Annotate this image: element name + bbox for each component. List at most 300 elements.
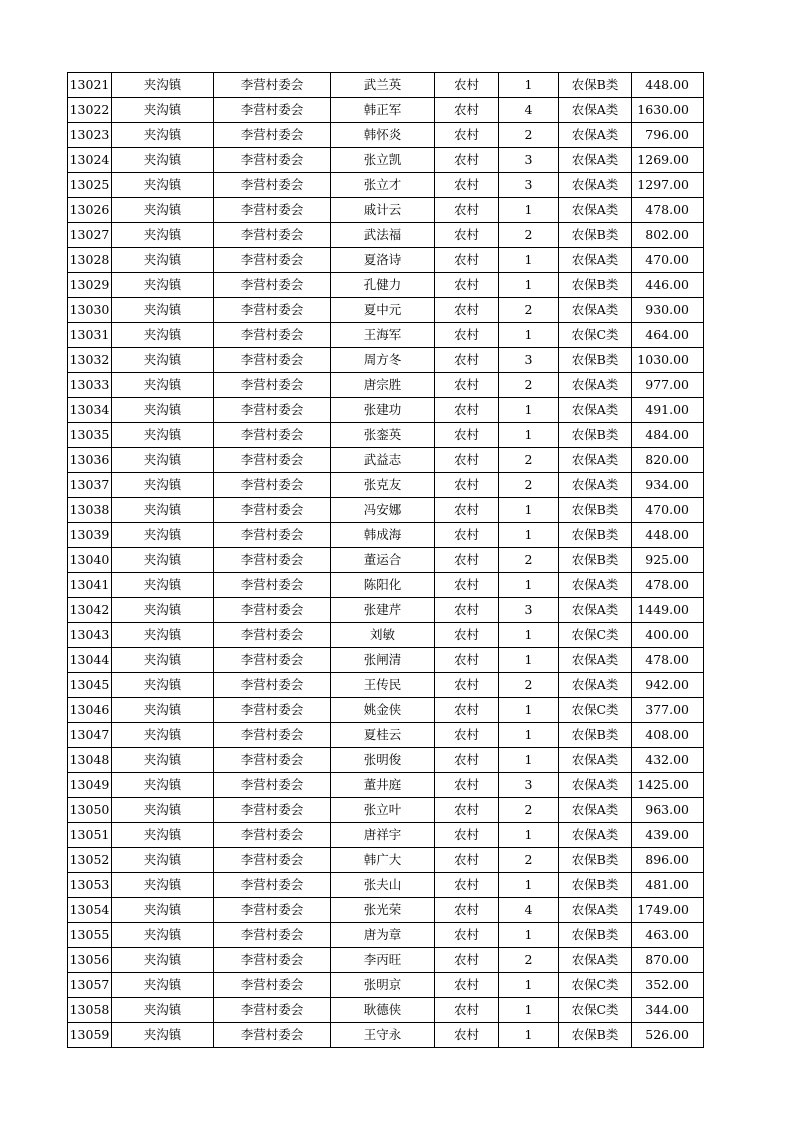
family-size-cell: 1 (499, 423, 559, 448)
family-size-cell: 1 (499, 73, 559, 98)
record-id-cell: 13044 (68, 648, 112, 673)
family-size-cell: 1 (499, 573, 559, 598)
family-size-cell: 2 (499, 798, 559, 823)
insurance-class-cell: 农保A类 (559, 123, 632, 148)
insurance-class-cell: 农保C类 (559, 623, 632, 648)
person-name-cell: 唐祥宇 (331, 823, 435, 848)
amount-cell: 470.00 (632, 248, 704, 273)
record-id-cell: 13049 (68, 773, 112, 798)
town-cell: 夹沟镇 (112, 873, 214, 898)
table-row (68, 373, 704, 398)
family-size-cell: 1 (499, 323, 559, 348)
record-id-cell: 13022 (68, 98, 112, 123)
household-type-cell: 农村 (435, 723, 499, 748)
amount-cell: 464.00 (632, 323, 704, 348)
town-cell: 夹沟镇 (112, 498, 214, 523)
town-cell: 夹沟镇 (112, 373, 214, 398)
village-committee-cell: 李营村委会 (214, 598, 331, 623)
family-size-cell: 4 (499, 898, 559, 923)
insurance-class-cell: 农保C类 (559, 323, 632, 348)
amount-cell: 1630.00 (632, 98, 704, 123)
person-name-cell: 董井庭 (331, 773, 435, 798)
household-type-cell: 农村 (435, 373, 499, 398)
household-type-cell: 农村 (435, 623, 499, 648)
household-type-cell: 农村 (435, 473, 499, 498)
person-name-cell: 王海军 (331, 323, 435, 348)
person-name-cell: 耿德侠 (331, 998, 435, 1023)
person-name-cell: 武益志 (331, 448, 435, 473)
person-name-cell: 姚金侠 (331, 698, 435, 723)
table-row (68, 98, 704, 123)
town-cell: 夹沟镇 (112, 623, 214, 648)
village-committee-cell: 李营村委会 (214, 923, 331, 948)
village-committee-cell: 李营村委会 (214, 173, 331, 198)
table-row (68, 548, 704, 573)
record-id-cell: 13037 (68, 473, 112, 498)
table-row (68, 123, 704, 148)
household-type-cell: 农村 (435, 873, 499, 898)
record-id-cell: 13028 (68, 248, 112, 273)
family-size-cell: 3 (499, 773, 559, 798)
person-name-cell: 夏桂云 (331, 723, 435, 748)
amount-cell: 408.00 (632, 723, 704, 748)
insurance-class-cell: 农保A类 (559, 398, 632, 423)
table-row (68, 423, 704, 448)
family-size-cell: 2 (499, 948, 559, 973)
amount-cell: 942.00 (632, 673, 704, 698)
village-committee-cell: 李营村委会 (214, 73, 331, 98)
household-type-cell: 农村 (435, 398, 499, 423)
table-row (68, 623, 704, 648)
village-committee-cell: 李营村委会 (214, 298, 331, 323)
town-cell: 夹沟镇 (112, 1023, 214, 1048)
insurance-class-cell: 农保A类 (559, 373, 632, 398)
record-id-cell: 13048 (68, 748, 112, 773)
amount-cell: 478.00 (632, 648, 704, 673)
household-type-cell: 农村 (435, 448, 499, 473)
record-id-cell: 13045 (68, 673, 112, 698)
person-name-cell: 张銮英 (331, 423, 435, 448)
insurance-class-cell: 农保B类 (559, 848, 632, 873)
town-cell: 夹沟镇 (112, 148, 214, 173)
table-row (68, 273, 704, 298)
amount-cell: 432.00 (632, 748, 704, 773)
table-row (68, 198, 704, 223)
household-type-cell: 农村 (435, 98, 499, 123)
town-cell: 夹沟镇 (112, 748, 214, 773)
family-size-cell: 1 (499, 973, 559, 998)
village-committee-cell: 李营村委会 (214, 623, 331, 648)
insurance-class-cell: 农保A类 (559, 823, 632, 848)
person-name-cell: 刘敏 (331, 623, 435, 648)
record-id-cell: 13038 (68, 498, 112, 523)
amount-cell: 377.00 (632, 698, 704, 723)
village-committee-cell: 李营村委会 (214, 473, 331, 498)
household-type-cell: 农村 (435, 973, 499, 998)
town-cell: 夹沟镇 (112, 598, 214, 623)
village-committee-cell: 李营村委会 (214, 198, 331, 223)
person-name-cell: 王传民 (331, 673, 435, 698)
household-type-cell: 农村 (435, 898, 499, 923)
insurance-class-cell: 农保B类 (559, 523, 632, 548)
insurance-class-cell: 农保B类 (559, 723, 632, 748)
town-cell: 夹沟镇 (112, 273, 214, 298)
record-id-cell: 13053 (68, 873, 112, 898)
records-table-body (68, 73, 704, 1048)
family-size-cell: 1 (499, 823, 559, 848)
family-size-cell: 1 (499, 248, 559, 273)
village-committee-cell: 李营村委会 (214, 898, 331, 923)
amount-cell: 448.00 (632, 73, 704, 98)
table-row (68, 1023, 704, 1048)
table-row (68, 573, 704, 598)
record-id-cell: 13041 (68, 573, 112, 598)
family-size-cell: 1 (499, 998, 559, 1023)
household-type-cell: 农村 (435, 823, 499, 848)
household-type-cell: 农村 (435, 273, 499, 298)
person-name-cell: 李丙旺 (331, 948, 435, 973)
record-id-cell: 13026 (68, 198, 112, 223)
record-id-cell: 13042 (68, 598, 112, 623)
person-name-cell: 冯安娜 (331, 498, 435, 523)
amount-cell: 1425.00 (632, 773, 704, 798)
household-type-cell: 农村 (435, 498, 499, 523)
family-size-cell: 2 (499, 473, 559, 498)
insurance-class-cell: 农保B类 (559, 498, 632, 523)
town-cell: 夹沟镇 (112, 948, 214, 973)
village-committee-cell: 李营村委会 (214, 323, 331, 348)
household-type-cell: 农村 (435, 248, 499, 273)
village-committee-cell: 李营村委会 (214, 148, 331, 173)
person-name-cell: 韩正军 (331, 98, 435, 123)
town-cell: 夹沟镇 (112, 423, 214, 448)
family-size-cell: 2 (499, 448, 559, 473)
insurance-class-cell: 农保B类 (559, 548, 632, 573)
amount-cell: 400.00 (632, 623, 704, 648)
village-committee-cell: 李营村委会 (214, 523, 331, 548)
village-committee-cell: 李营村委会 (214, 973, 331, 998)
record-id-cell: 13040 (68, 548, 112, 573)
record-id-cell: 13025 (68, 173, 112, 198)
insurance-class-cell: 农保B类 (559, 348, 632, 373)
household-type-cell: 农村 (435, 598, 499, 623)
insurance-class-cell: 农保A类 (559, 648, 632, 673)
person-name-cell: 武兰英 (331, 73, 435, 98)
town-cell: 夹沟镇 (112, 773, 214, 798)
village-committee-cell: 李营村委会 (214, 248, 331, 273)
amount-cell: 934.00 (632, 473, 704, 498)
record-id-cell: 13034 (68, 398, 112, 423)
table-row (68, 348, 704, 373)
person-name-cell: 张光荣 (331, 898, 435, 923)
record-id-cell: 13059 (68, 1023, 112, 1048)
person-name-cell: 韩成海 (331, 523, 435, 548)
amount-cell: 470.00 (632, 498, 704, 523)
household-type-cell: 农村 (435, 698, 499, 723)
table-row (68, 973, 704, 998)
household-type-cell: 农村 (435, 798, 499, 823)
household-type-cell: 农村 (435, 523, 499, 548)
amount-cell: 481.00 (632, 873, 704, 898)
table-row (68, 598, 704, 623)
village-committee-cell: 李营村委会 (214, 98, 331, 123)
amount-cell: 478.00 (632, 198, 704, 223)
family-size-cell: 4 (499, 98, 559, 123)
insurance-class-cell: 农保A类 (559, 748, 632, 773)
table-row (68, 473, 704, 498)
person-name-cell: 张立才 (331, 173, 435, 198)
town-cell: 夹沟镇 (112, 348, 214, 373)
town-cell: 夹沟镇 (112, 323, 214, 348)
town-cell: 夹沟镇 (112, 73, 214, 98)
amount-cell: 448.00 (632, 523, 704, 548)
table-row (68, 673, 704, 698)
town-cell: 夹沟镇 (112, 998, 214, 1023)
town-cell: 夹沟镇 (112, 898, 214, 923)
person-name-cell: 夏洛诗 (331, 248, 435, 273)
town-cell: 夹沟镇 (112, 848, 214, 873)
person-name-cell: 张建功 (331, 398, 435, 423)
table-row (68, 823, 704, 848)
amount-cell: 1749.00 (632, 898, 704, 923)
record-id-cell: 13047 (68, 723, 112, 748)
town-cell: 夹沟镇 (112, 573, 214, 598)
record-id-cell: 13051 (68, 823, 112, 848)
household-type-cell: 农村 (435, 848, 499, 873)
village-committee-cell: 李营村委会 (214, 723, 331, 748)
household-type-cell: 农村 (435, 773, 499, 798)
record-id-cell: 13033 (68, 373, 112, 398)
household-type-cell: 农村 (435, 123, 499, 148)
person-name-cell: 唐为章 (331, 923, 435, 948)
person-name-cell: 张闸清 (331, 648, 435, 673)
village-committee-cell: 李营村委会 (214, 423, 331, 448)
insurance-class-cell: 农保B类 (559, 223, 632, 248)
person-name-cell: 张明京 (331, 973, 435, 998)
family-size-cell: 3 (499, 148, 559, 173)
household-type-cell: 农村 (435, 748, 499, 773)
amount-cell: 526.00 (632, 1023, 704, 1048)
town-cell: 夹沟镇 (112, 123, 214, 148)
insurance-class-cell: 农保A类 (559, 798, 632, 823)
table-row (68, 898, 704, 923)
amount-cell: 1269.00 (632, 148, 704, 173)
insurance-class-cell: 农保A类 (559, 673, 632, 698)
record-id-cell: 13043 (68, 623, 112, 648)
record-id-cell: 13021 (68, 73, 112, 98)
person-name-cell: 张立凯 (331, 148, 435, 173)
amount-cell: 1449.00 (632, 598, 704, 623)
table-row (68, 248, 704, 273)
village-committee-cell: 李营村委会 (214, 998, 331, 1023)
insurance-class-cell: 农保A类 (559, 298, 632, 323)
village-committee-cell: 李营村委会 (214, 373, 331, 398)
town-cell: 夹沟镇 (112, 973, 214, 998)
table-row (68, 748, 704, 773)
insurance-class-cell: 农保B类 (559, 923, 632, 948)
insurance-class-cell: 农保B类 (559, 273, 632, 298)
records-table (67, 72, 704, 1048)
family-size-cell: 3 (499, 173, 559, 198)
amount-cell: 930.00 (632, 298, 704, 323)
insurance-class-cell: 农保A类 (559, 448, 632, 473)
village-committee-cell: 李营村委会 (214, 948, 331, 973)
village-committee-cell: 李营村委会 (214, 448, 331, 473)
household-type-cell: 农村 (435, 423, 499, 448)
person-name-cell: 张夫山 (331, 873, 435, 898)
record-id-cell: 13035 (68, 423, 112, 448)
amount-cell: 478.00 (632, 573, 704, 598)
household-type-cell: 农村 (435, 198, 499, 223)
village-committee-cell: 李营村委会 (214, 1023, 331, 1048)
record-id-cell: 13039 (68, 523, 112, 548)
town-cell: 夹沟镇 (112, 173, 214, 198)
family-size-cell: 1 (499, 623, 559, 648)
record-id-cell: 13027 (68, 223, 112, 248)
record-id-cell: 13057 (68, 973, 112, 998)
village-committee-cell: 李营村委会 (214, 848, 331, 873)
family-size-cell: 2 (499, 548, 559, 573)
household-type-cell: 农村 (435, 323, 499, 348)
village-committee-cell: 李营村委会 (214, 548, 331, 573)
family-size-cell: 2 (499, 848, 559, 873)
table-row (68, 448, 704, 473)
amount-cell: 484.00 (632, 423, 704, 448)
town-cell: 夹沟镇 (112, 198, 214, 223)
amount-cell: 344.00 (632, 998, 704, 1023)
amount-cell: 963.00 (632, 798, 704, 823)
village-committee-cell: 李营村委会 (214, 698, 331, 723)
family-size-cell: 1 (499, 923, 559, 948)
record-id-cell: 13030 (68, 298, 112, 323)
record-id-cell: 13023 (68, 123, 112, 148)
family-size-cell: 1 (499, 398, 559, 423)
record-id-cell: 13029 (68, 273, 112, 298)
household-type-cell: 农村 (435, 948, 499, 973)
table-row (68, 848, 704, 873)
family-size-cell: 2 (499, 123, 559, 148)
record-id-cell: 13055 (68, 923, 112, 948)
insurance-class-cell: 农保A类 (559, 898, 632, 923)
family-size-cell: 2 (499, 223, 559, 248)
table-row (68, 73, 704, 98)
amount-cell: 1030.00 (632, 348, 704, 373)
village-committee-cell: 李营村委会 (214, 823, 331, 848)
insurance-class-cell: 农保B类 (559, 73, 632, 98)
family-size-cell: 2 (499, 298, 559, 323)
household-type-cell: 农村 (435, 673, 499, 698)
family-size-cell: 1 (499, 648, 559, 673)
village-committee-cell: 李营村委会 (214, 273, 331, 298)
household-type-cell: 农村 (435, 548, 499, 573)
amount-cell: 870.00 (632, 948, 704, 973)
amount-cell: 977.00 (632, 373, 704, 398)
insurance-class-cell: 农保A类 (559, 148, 632, 173)
person-name-cell: 周方冬 (331, 348, 435, 373)
amount-cell: 896.00 (632, 848, 704, 873)
town-cell: 夹沟镇 (112, 98, 214, 123)
person-name-cell: 韩广大 (331, 848, 435, 873)
town-cell: 夹沟镇 (112, 798, 214, 823)
insurance-class-cell: 农保C类 (559, 973, 632, 998)
household-type-cell: 农村 (435, 173, 499, 198)
person-name-cell: 韩怀炎 (331, 123, 435, 148)
town-cell: 夹沟镇 (112, 923, 214, 948)
table-row (68, 798, 704, 823)
insurance-class-cell: 农保A类 (559, 598, 632, 623)
insurance-class-cell: 农保A类 (559, 473, 632, 498)
record-id-cell: 13031 (68, 323, 112, 348)
family-size-cell: 1 (499, 1023, 559, 1048)
insurance-class-cell: 农保B类 (559, 1023, 632, 1048)
insurance-class-cell: 农保A类 (559, 948, 632, 973)
amount-cell: 802.00 (632, 223, 704, 248)
household-type-cell: 农村 (435, 1023, 499, 1048)
amount-cell: 1297.00 (632, 173, 704, 198)
table-row (68, 298, 704, 323)
town-cell: 夹沟镇 (112, 248, 214, 273)
family-size-cell: 2 (499, 673, 559, 698)
town-cell: 夹沟镇 (112, 823, 214, 848)
person-name-cell: 张明俊 (331, 748, 435, 773)
village-committee-cell: 李营村委会 (214, 873, 331, 898)
village-committee-cell: 李营村委会 (214, 573, 331, 598)
village-committee-cell: 李营村委会 (214, 498, 331, 523)
person-name-cell: 唐宗胜 (331, 373, 435, 398)
record-id-cell: 13054 (68, 898, 112, 923)
person-name-cell: 夏中元 (331, 298, 435, 323)
table-row (68, 148, 704, 173)
person-name-cell: 张建芹 (331, 598, 435, 623)
person-name-cell: 张立叶 (331, 798, 435, 823)
family-size-cell: 1 (499, 498, 559, 523)
table-row (68, 773, 704, 798)
town-cell: 夹沟镇 (112, 673, 214, 698)
household-type-cell: 农村 (435, 348, 499, 373)
town-cell: 夹沟镇 (112, 223, 214, 248)
household-type-cell: 农村 (435, 223, 499, 248)
amount-cell: 796.00 (632, 123, 704, 148)
town-cell: 夹沟镇 (112, 473, 214, 498)
household-type-cell: 农村 (435, 148, 499, 173)
town-cell: 夹沟镇 (112, 448, 214, 473)
record-id-cell: 13056 (68, 948, 112, 973)
insurance-class-cell: 农保A类 (559, 198, 632, 223)
amount-cell: 439.00 (632, 823, 704, 848)
table-row (68, 998, 704, 1023)
household-type-cell: 农村 (435, 298, 499, 323)
insurance-class-cell: 农保C类 (559, 998, 632, 1023)
record-id-cell: 13050 (68, 798, 112, 823)
family-size-cell: 1 (499, 273, 559, 298)
table-row (68, 173, 704, 198)
family-size-cell: 1 (499, 698, 559, 723)
village-committee-cell: 李营村委会 (214, 223, 331, 248)
table-row (68, 223, 704, 248)
household-type-cell: 农村 (435, 998, 499, 1023)
amount-cell: 463.00 (632, 923, 704, 948)
village-committee-cell: 李营村委会 (214, 673, 331, 698)
amount-cell: 352.00 (632, 973, 704, 998)
family-size-cell: 3 (499, 598, 559, 623)
town-cell: 夹沟镇 (112, 398, 214, 423)
person-name-cell: 董运合 (331, 548, 435, 573)
household-type-cell: 农村 (435, 73, 499, 98)
table-row (68, 723, 704, 748)
record-id-cell: 13036 (68, 448, 112, 473)
person-name-cell: 陈阳化 (331, 573, 435, 598)
table-row (68, 323, 704, 348)
